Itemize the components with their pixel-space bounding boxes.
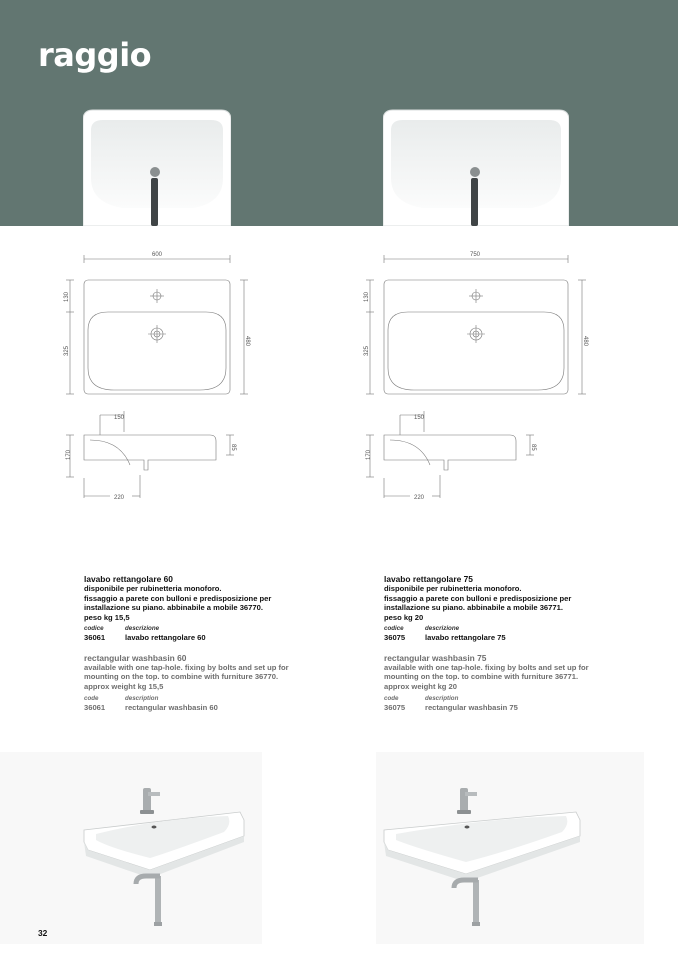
product-code: 36075 [384,702,406,712]
code-values [84,703,334,713]
product-description: rectangular washbasin 75 [425,702,518,712]
dim-depth: 480 [582,336,588,347]
english-section [84,653,334,712]
product-code: 36075 [384,633,406,643]
code-values [384,633,634,643]
description-label: descrizione [125,625,160,633]
dim-side-bottom: 220 [114,495,125,501]
brand-logo: raggio [38,36,152,74]
description-line: fissaggio a parete con bulloni e predisposizione per [84,593,272,603]
product-photo-60 [0,752,262,944]
product-info-60 [84,574,334,712]
dim-bottom: 325 [364,345,370,356]
description-label: descrizione [425,625,460,633]
code-header [384,625,634,633]
dim-side-depth: 85 [530,444,536,451]
code-header [84,695,334,703]
description-line: disponibile per rubinetteria monoforo. [384,584,522,593]
weight-line: approx weight kg 15,5 [84,682,164,692]
dim-side-depth: 85 [230,444,236,451]
description-line: installazione su piano. abbinabile a mobile 36770. [84,603,263,613]
description-line: installazione su piano. abbinabile a mobile 36771. [384,603,563,613]
product-description: lavabo rettangolare 75 [425,633,506,643]
product-title-en: rectangular washbasin 75 [384,652,487,663]
product-title-it: lavabo rettangolare 60 [84,574,173,584]
dim-top: 130 [64,291,70,302]
dim-side-height: 170 [66,449,72,460]
dim-side-bottom: 220 [414,495,425,501]
dim-depth: 480 [244,336,250,347]
product-title-en: rectangular washbasin 60 [84,652,187,663]
dim-width: 600 [152,252,163,258]
code-values [384,703,634,713]
description-line: available with one tap-hole. fixing by bolts and set up for [384,662,589,672]
code-values [84,633,334,643]
code-label: codice [384,625,404,633]
product-description: lavabo rettangolare 60 [125,633,206,643]
weight-line: approx weight kg 20 [384,682,458,692]
code-label: code [84,694,99,702]
english-section [384,653,634,712]
page-number: 32 [38,928,48,938]
basin-top-photo-60 [83,108,231,226]
technical-drawing-60 [60,240,260,510]
description-line: mounting on the top. to combine with furniture 36771. [384,672,579,682]
product-code: 36061 [84,633,106,643]
product-description: rectangular washbasin 60 [125,702,218,712]
technical-drawing-75 [360,240,600,510]
product-title-it: lavabo rettangolare 75 [384,574,473,584]
product-code: 36061 [84,702,106,712]
weight-line: peso kg 20 [384,612,424,622]
product-photo-75 [376,752,644,944]
product-info-75 [384,574,634,712]
basin-top-photo-75 [383,108,569,226]
code-label: codice [84,625,104,633]
description-line: mounting on the top. to combine with furniture 36770. [84,672,279,682]
dim-side-height: 170 [366,449,372,460]
code-label: code [384,694,399,702]
code-header [384,695,634,703]
dim-bottom: 325 [64,345,70,356]
dim-width: 750 [470,252,481,258]
description-label: description [125,694,159,702]
description-line: disponibile per rubinetteria monoforo. [84,584,222,593]
dim-top: 130 [364,291,370,302]
description-line: fissaggio a parete con bulloni e predisposizione per [384,593,572,603]
dim-side-width: 150 [114,415,125,421]
dim-side-width: 150 [414,415,425,421]
description-line: available with one tap-hole. fixing by bolts and set up for [84,662,289,672]
weight-line: peso kg 15,5 [84,612,130,622]
description-label: description [425,694,459,702]
code-header [84,625,334,633]
